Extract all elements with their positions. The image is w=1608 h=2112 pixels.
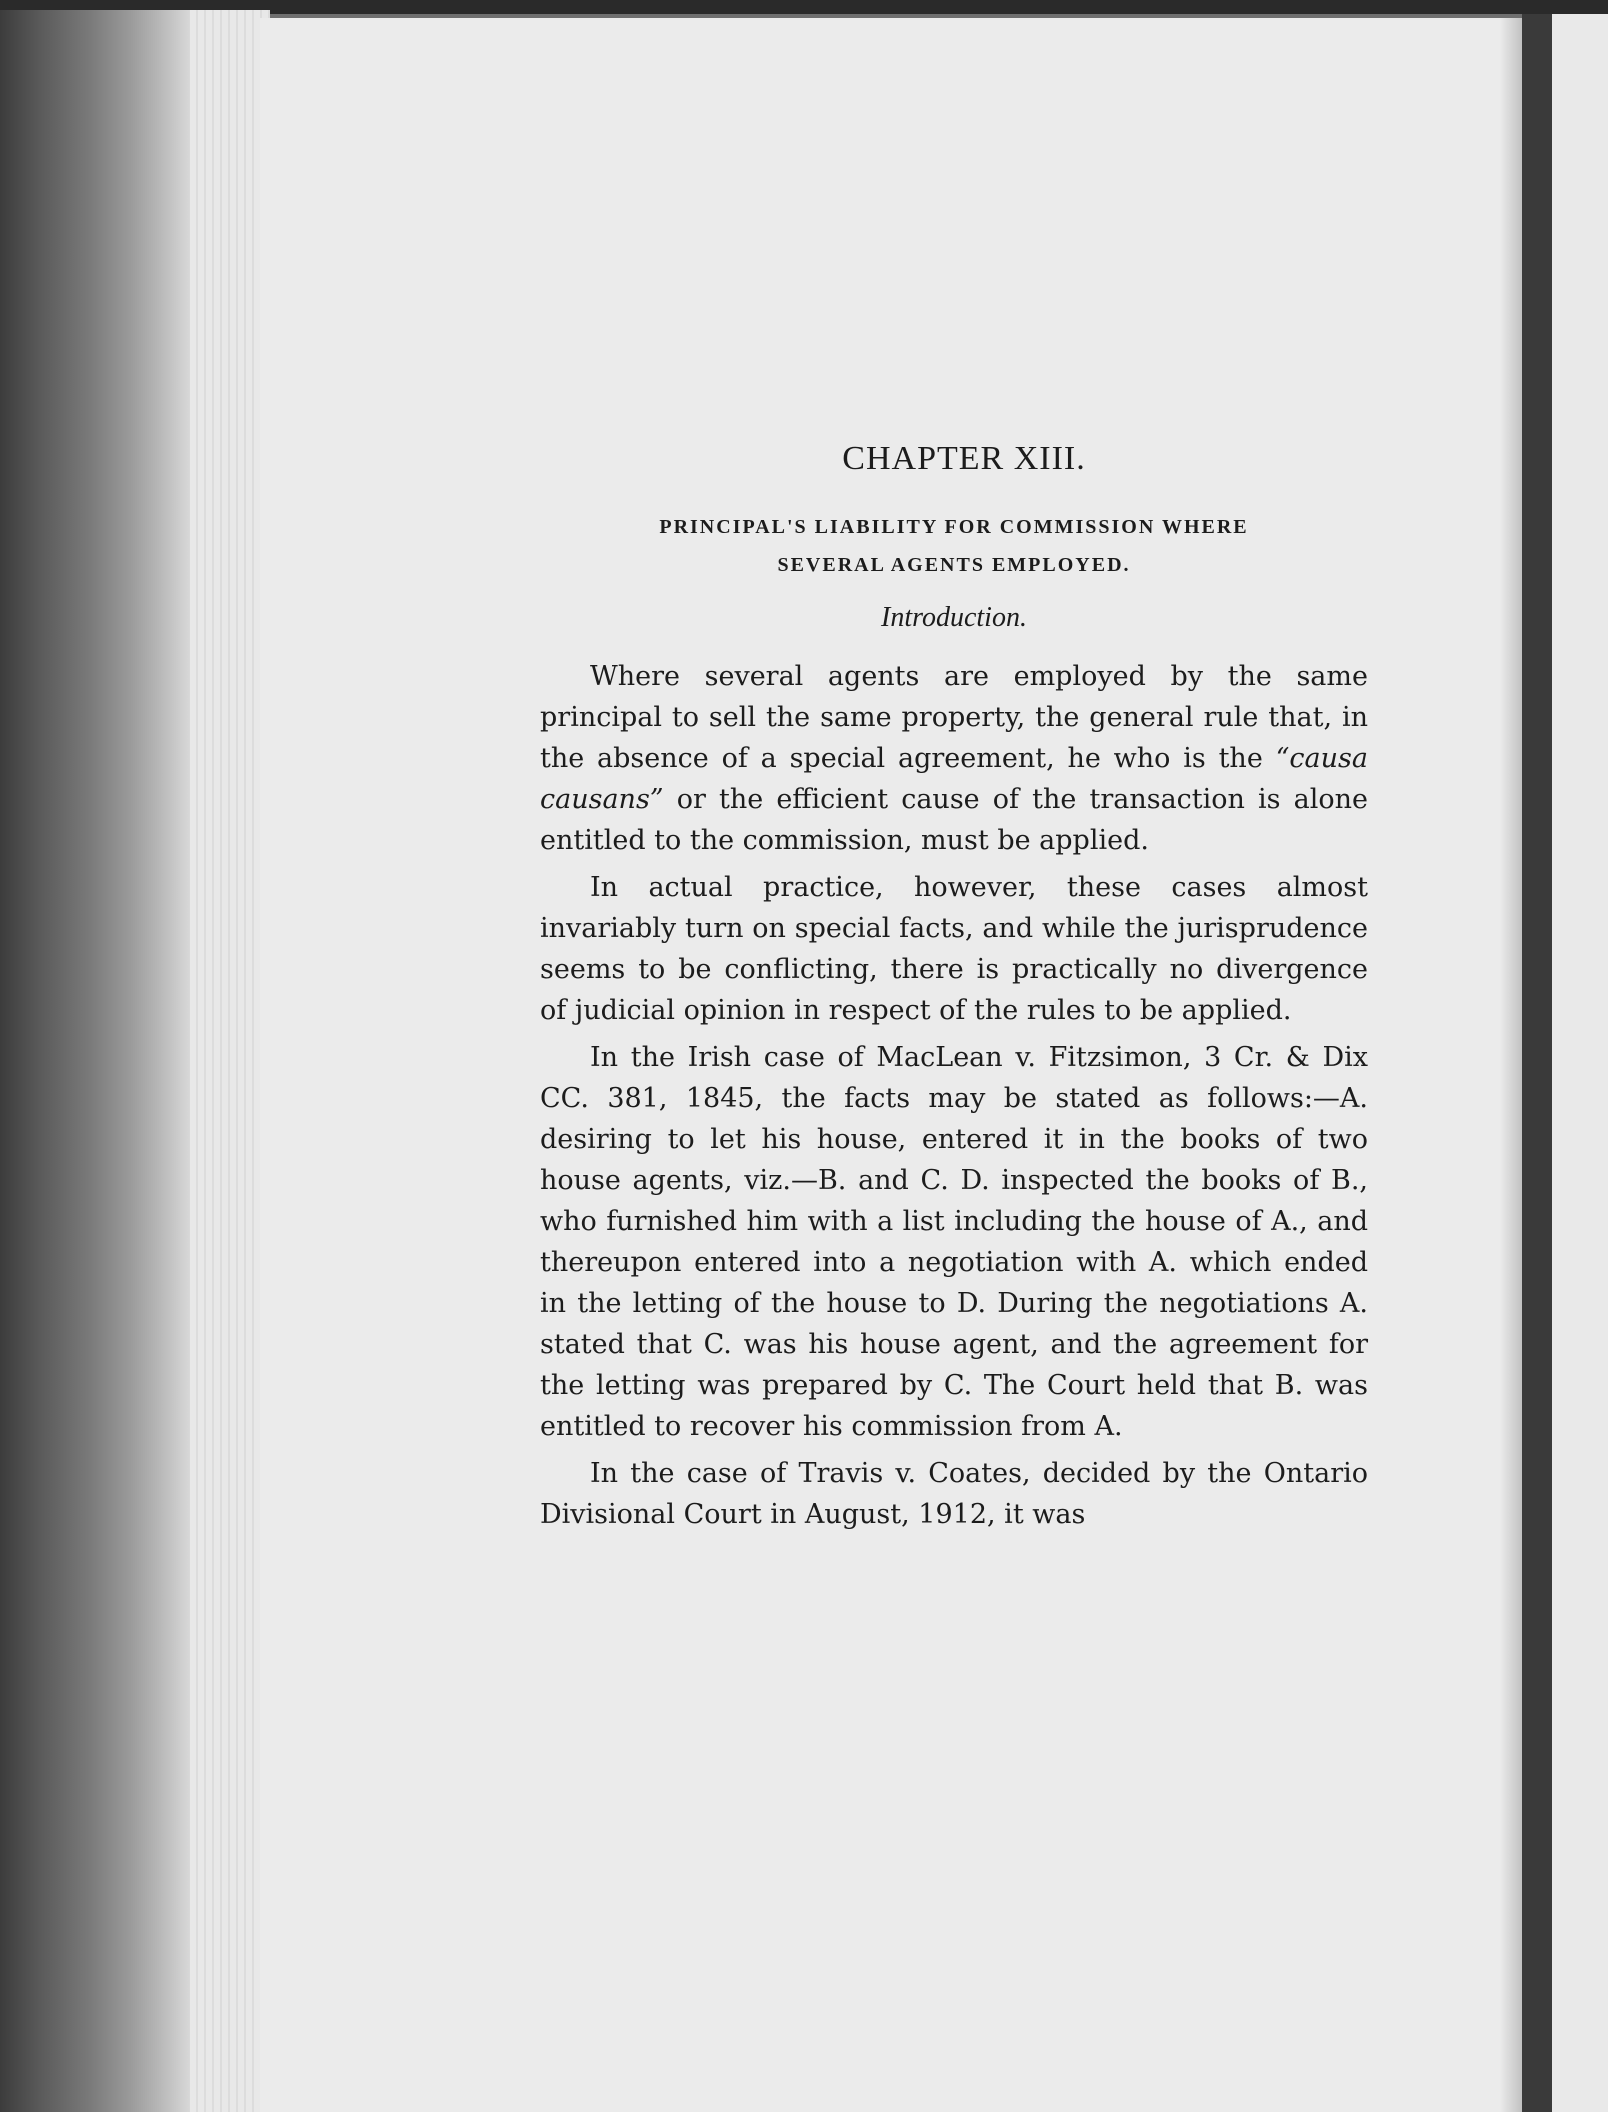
facing-page-edge [1522, 14, 1552, 2112]
page-text [540, 440, 1368, 1541]
chapter-subtitle-line-2: SEVERAL AGENTS EMPLOYED. [777, 554, 1131, 576]
chapter-title: CHAPTER XIII. [842, 440, 1086, 477]
chapter-subtitle [540, 508, 1368, 584]
gutter-shadow [1500, 18, 1522, 2112]
page-stack-edges [190, 10, 270, 2112]
chapter-subtitle-line-1: PRINCIPAL'S LIABILITY FOR COMMISSION WHERE [659, 516, 1249, 538]
paragraph-1-part-a: Where several agents are employed by the same principal to sell the same property, the general rule that, in the absence of a special agreement, he who is the [540, 661, 1368, 774]
paragraph-3: In the Irish case of MacLean v. Fitzsimon, 3 Cr. & Dix CC. 381, 1845, the facts may be stated as follows:—A. desiring to let his house, entered it in the books of two house agents, viz.—B. and C. D. inspected the books of B., who furnished him with a list including the house of A., and thereupon entered into a negotiation with A. which ended in the letting of the house to D. During the negotiations A. stated that C. was his house agent, and the agreement for the letting was prepared by C. The Court held that B. was entitled to recover his commission from A. [540, 1042, 1368, 1442]
paragraph-4: In the case of Travis v. Coates, decided by the Ontario Divisional Court in August, 1912, it was [540, 1458, 1368, 1530]
paragraph-1-italic: “causa causans” [540, 743, 1368, 815]
paragraph-1 [540, 656, 1368, 861]
facing-page [1552, 14, 1608, 2112]
section-title: Introduction. [881, 602, 1027, 633]
paragraph-1-part-b: or the efficient cause of the transaction is alone entitled to the commission, must be applied. [540, 784, 1368, 856]
paragraph-2: In actual practice, however, these cases almost invariably turn on special facts, and while the jurisprudence seems to be conflicting, there is practically no divergence of judicial opinion in respect of the rules to be applied. [540, 872, 1368, 1026]
book-spine-edge [0, 10, 190, 2112]
